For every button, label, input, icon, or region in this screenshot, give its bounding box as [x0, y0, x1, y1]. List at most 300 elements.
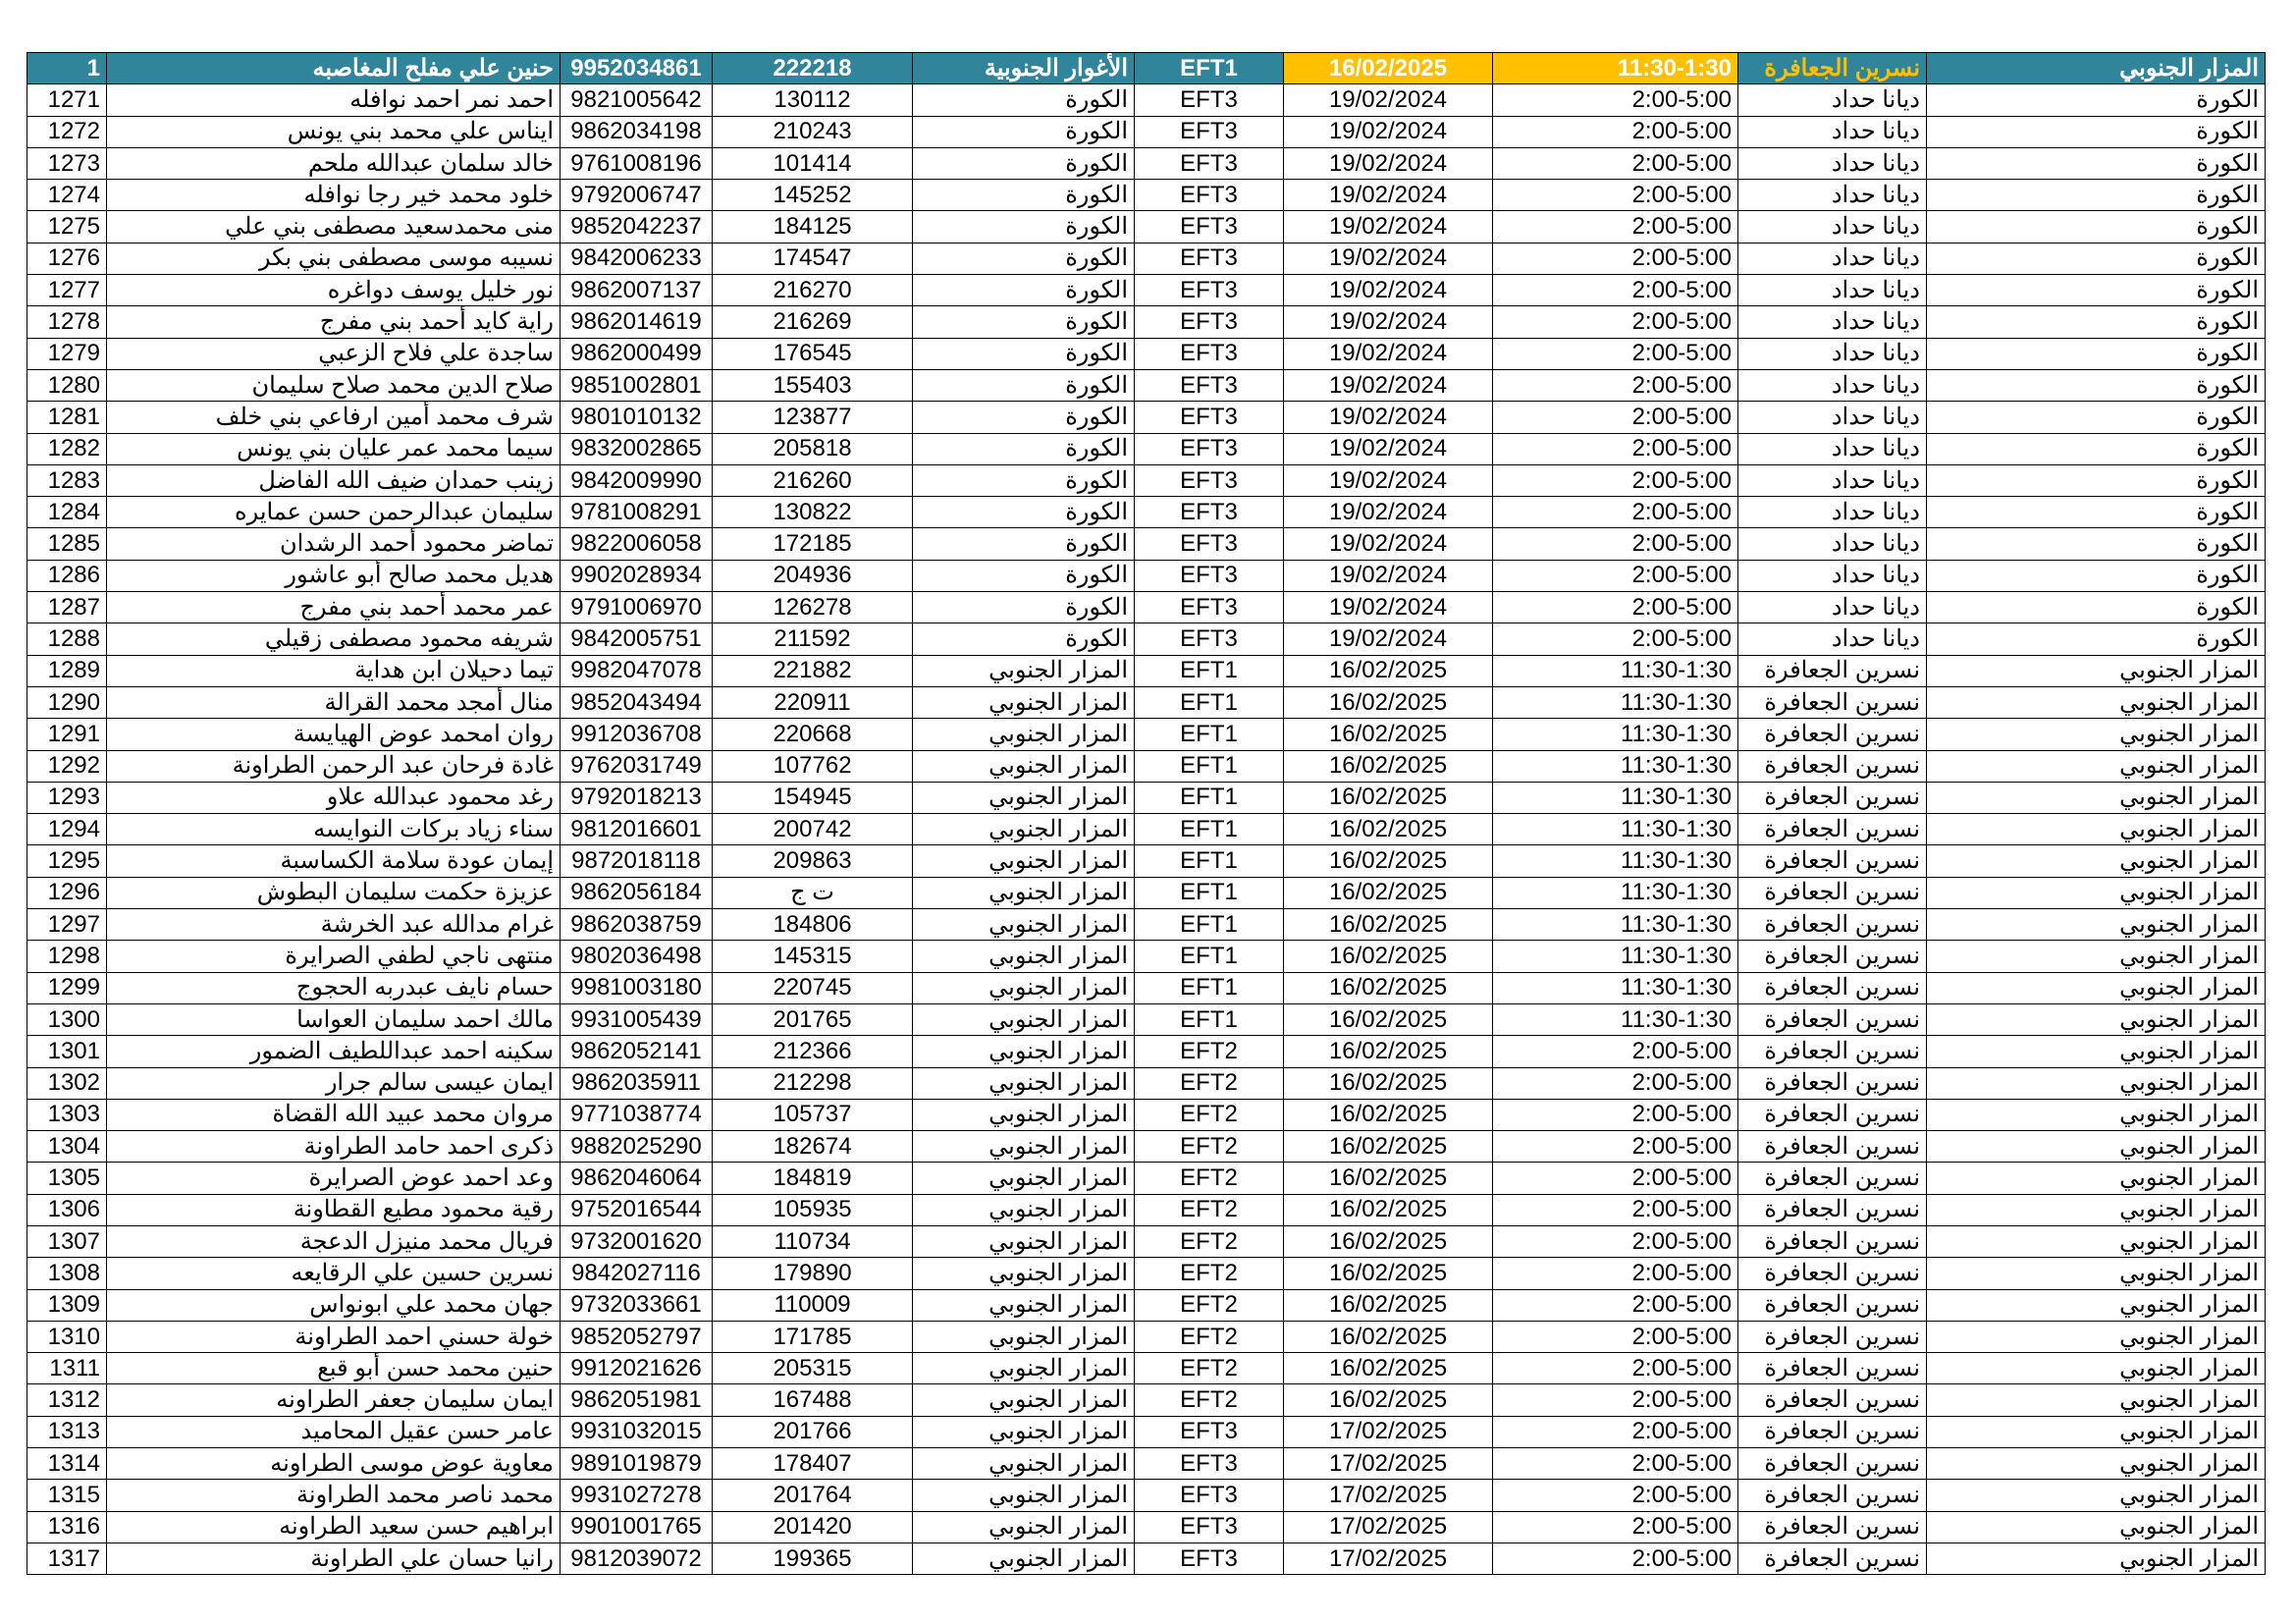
table-row: [27, 402, 2266, 433]
cell-time: 2:00-5:00: [1493, 560, 1738, 591]
cell-time: 2:00-5:00: [1493, 1036, 1738, 1067]
cell-supervisor: ديانا حداد: [1738, 369, 1927, 401]
cell-name: تماضر محمود أحمد الرشدان: [107, 528, 561, 560]
cell-id: 184125: [713, 211, 913, 243]
table-row: [27, 1289, 2266, 1321]
cell-code: EFT1: [1135, 877, 1284, 908]
cell-phone: 9812016601: [561, 814, 713, 845]
cell-phone: 9842027116: [561, 1258, 713, 1289]
cell-name: إيمان عودة سلامة الكساسبة: [107, 845, 561, 877]
cell-code: EFT1: [1135, 909, 1284, 941]
cell-supervisor: نسرين الجعافرة: [1738, 1067, 1927, 1099]
cell-time: 11:30-1:30: [1493, 1003, 1738, 1035]
cell-serial: 1272: [27, 116, 107, 147]
cell-date: 16/02/2025: [1284, 1067, 1493, 1099]
cell-area: المزار الجنوبي: [913, 877, 1135, 908]
cell-name: سناء زياد بركات النوايسه: [107, 814, 561, 845]
cell-area: المزار الجنوبي: [913, 1321, 1135, 1352]
cell-directorate: المزار الجنوبي: [1927, 1384, 2266, 1416]
cell-directorate: الكورة: [1927, 275, 2266, 306]
cell-directorate: الكورة: [1927, 84, 2266, 116]
table-row: [27, 1543, 2266, 1574]
cell-code: EFT1: [1135, 655, 1284, 686]
cell-area: المزار الجنوبي: [913, 1194, 1135, 1225]
cell-phone: 9822006058: [561, 528, 713, 560]
table-row: [27, 338, 2266, 369]
cell-code: EFT3: [1135, 116, 1284, 147]
cell-supervisor: نسرين الجعافرة: [1738, 1258, 1927, 1289]
header-name: حنين علي مفلح المغاصبه: [107, 53, 561, 84]
cell-phone: 9762031749: [561, 750, 713, 782]
cell-supervisor: ديانا حداد: [1738, 592, 1927, 623]
cell-name: فريال محمد منيزل الدعجة: [107, 1225, 561, 1257]
cell-id: 174547: [713, 243, 913, 274]
cell-phone: 9862056184: [561, 877, 713, 908]
cell-name: صلاح الدين محمد صلاح سليمان: [107, 369, 561, 401]
cell-name: راية كايد أحمد بني مفرج: [107, 306, 561, 338]
table-row: [27, 782, 2266, 813]
cell-code: EFT3: [1135, 306, 1284, 338]
cell-phone: 9851002801: [561, 369, 713, 401]
cell-directorate: المزار الجنوبي: [1927, 1511, 2266, 1543]
cell-time: 11:30-1:30: [1493, 782, 1738, 813]
cell-date: 17/02/2025: [1284, 1511, 1493, 1543]
cell-phone: 9912036708: [561, 719, 713, 750]
cell-name: خلود محمد خير رجا نوافله: [107, 180, 561, 211]
cell-id: 209863: [713, 845, 913, 877]
cell-date: 16/02/2025: [1284, 814, 1493, 845]
cell-id: ت ج: [713, 877, 913, 908]
cell-time: 11:30-1:30: [1493, 909, 1738, 941]
cell-serial: 1307: [27, 1225, 107, 1257]
cell-directorate: الكورة: [1927, 338, 2266, 369]
cell-directorate: المزار الجنوبي: [1927, 941, 2266, 972]
cell-code: EFT3: [1135, 497, 1284, 528]
cell-area: الكورة: [913, 528, 1135, 560]
table-row: [27, 655, 2266, 686]
cell-name: نسيبه موسى مصطفى بني بكر: [107, 243, 561, 274]
cell-supervisor: نسرين الجعافرة: [1738, 941, 1927, 972]
cell-serial: 1310: [27, 1321, 107, 1352]
table-row: [27, 180, 2266, 211]
table-row: [27, 941, 2266, 972]
cell-time: 2:00-5:00: [1493, 1099, 1738, 1130]
cell-phone: 9821005642: [561, 84, 713, 116]
cell-time: 11:30-1:30: [1493, 814, 1738, 845]
cell-code: EFT3: [1135, 180, 1284, 211]
cell-code: EFT3: [1135, 1543, 1284, 1574]
cell-serial: 1304: [27, 1131, 107, 1163]
cell-directorate: المزار الجنوبي: [1927, 1258, 2266, 1289]
cell-directorate: المزار الجنوبي: [1927, 1353, 2266, 1384]
cell-time: 11:30-1:30: [1493, 655, 1738, 686]
cell-supervisor: نسرين الجعافرة: [1738, 845, 1927, 877]
cell-supervisor: نسرين الجعافرة: [1738, 1163, 1927, 1194]
cell-id: 145252: [713, 180, 913, 211]
cell-name: ايمان سليمان جعفر الطراونه: [107, 1384, 561, 1416]
cell-serial: 1281: [27, 402, 107, 433]
cell-serial: 1288: [27, 623, 107, 655]
cell-name: حسام نايف عبدربه الحجوج: [107, 972, 561, 1003]
cell-name: منتهى ناجي لطفي الصرايرة: [107, 941, 561, 972]
cell-date: 19/02/2024: [1284, 433, 1493, 464]
cell-supervisor: ديانا حداد: [1738, 180, 1927, 211]
cell-area: الكورة: [913, 243, 1135, 274]
cell-supervisor: نسرين الجعافرة: [1738, 814, 1927, 845]
cell-phone: 9852042237: [561, 211, 713, 243]
cell-serial: 1290: [27, 686, 107, 718]
cell-phone: 9852043494: [561, 686, 713, 718]
cell-name: غرام مدالله عبد الخرشة: [107, 909, 561, 941]
cell-id: 201764: [713, 1480, 913, 1511]
cell-supervisor: نسرين الجعافرة: [1738, 1416, 1927, 1447]
cell-area: الكورة: [913, 623, 1135, 655]
cell-supervisor: نسرين الجعافرة: [1738, 750, 1927, 782]
cell-id: 145315: [713, 941, 913, 972]
cell-date: 16/02/2025: [1284, 1258, 1493, 1289]
cell-date: 16/02/2025: [1284, 1003, 1493, 1035]
table-row: [27, 211, 2266, 243]
table-row: [27, 909, 2266, 941]
cell-date: 16/02/2025: [1284, 1163, 1493, 1194]
cell-serial: 1274: [27, 180, 107, 211]
cell-serial: 1305: [27, 1163, 107, 1194]
cell-name: شريفه محمود مصطفى زقيلي: [107, 623, 561, 655]
cell-time: 2:00-5:00: [1493, 1353, 1738, 1384]
cell-time: 2:00-5:00: [1493, 1480, 1738, 1511]
table-row: [27, 686, 2266, 718]
cell-supervisor: نسرين الجعافرة: [1738, 1289, 1927, 1321]
cell-code: EFT2: [1135, 1258, 1284, 1289]
cell-date: 16/02/2025: [1284, 1321, 1493, 1352]
cell-time: 2:00-5:00: [1493, 1194, 1738, 1225]
header-directorate: المزار الجنوبي: [1927, 53, 2266, 84]
cell-area: المزار الجنوبي: [913, 1353, 1135, 1384]
cell-directorate: المزار الجنوبي: [1927, 972, 2266, 1003]
header-supervisor: نسرين الجعافرة: [1738, 53, 1927, 84]
cell-id: 211592: [713, 623, 913, 655]
cell-supervisor: نسرين الجعافرة: [1738, 1353, 1927, 1384]
cell-id: 221882: [713, 655, 913, 686]
table-row: [27, 1416, 2266, 1447]
cell-date: 19/02/2024: [1284, 528, 1493, 560]
cell-code: EFT3: [1135, 369, 1284, 401]
cell-directorate: الكورة: [1927, 623, 2266, 655]
table-row: [27, 369, 2266, 401]
header-area: الأغوار الجنوبية: [913, 53, 1135, 84]
cell-directorate: المزار الجنوبي: [1927, 655, 2266, 686]
cell-phone: 9771038774: [561, 1099, 713, 1130]
cell-time: 11:30-1:30: [1493, 972, 1738, 1003]
cell-directorate: المزار الجنوبي: [1927, 814, 2266, 845]
cell-phone: 9931005439: [561, 1003, 713, 1035]
cell-date: 16/02/2025: [1284, 750, 1493, 782]
cell-time: 2:00-5:00: [1493, 116, 1738, 147]
cell-area: المزار الجنوبي: [913, 1067, 1135, 1099]
cell-serial: 1315: [27, 1480, 107, 1511]
cell-serial: 1285: [27, 528, 107, 560]
cell-time: 2:00-5:00: [1493, 147, 1738, 179]
cell-phone: 9802036498: [561, 941, 713, 972]
cell-date: 19/02/2024: [1284, 464, 1493, 496]
cell-id: 220911: [713, 686, 913, 718]
table-row: [27, 1321, 2266, 1352]
table-row: [27, 528, 2266, 560]
cell-time: 2:00-5:00: [1493, 1511, 1738, 1543]
cell-time: 11:30-1:30: [1493, 719, 1738, 750]
cell-id: 126278: [713, 592, 913, 623]
cell-id: 172185: [713, 528, 913, 560]
cell-code: EFT1: [1135, 845, 1284, 877]
cell-supervisor: ديانا حداد: [1738, 560, 1927, 591]
cell-date: 16/02/2025: [1284, 1194, 1493, 1225]
table-row: [27, 719, 2266, 750]
cell-phone: 9792018213: [561, 782, 713, 813]
cell-date: 16/02/2025: [1284, 1289, 1493, 1321]
cell-id: 101414: [713, 147, 913, 179]
cell-id: 130112: [713, 84, 913, 116]
cell-directorate: الكورة: [1927, 180, 2266, 211]
cell-directorate: المزار الجنوبي: [1927, 1289, 2266, 1321]
cell-name: زينب حمدان ضيف الله الفاضل: [107, 464, 561, 496]
cell-serial: 1277: [27, 275, 107, 306]
cell-code: EFT3: [1135, 147, 1284, 179]
cell-directorate: المزار الجنوبي: [1927, 1163, 2266, 1194]
cell-directorate: المزار الجنوبي: [1927, 1321, 2266, 1352]
cell-serial: 1308: [27, 1258, 107, 1289]
cell-phone: 9852052797: [561, 1321, 713, 1352]
cell-code: EFT2: [1135, 1099, 1284, 1130]
cell-date: 19/02/2024: [1284, 275, 1493, 306]
cell-id: 201765: [713, 1003, 913, 1035]
cell-time: 2:00-5:00: [1493, 1543, 1738, 1574]
cell-area: الكورة: [913, 464, 1135, 496]
cell-code: EFT3: [1135, 84, 1284, 116]
cell-time: 2:00-5:00: [1493, 1067, 1738, 1099]
cell-phone: 9862038759: [561, 909, 713, 941]
cell-serial: 1293: [27, 782, 107, 813]
table-row: [27, 1003, 2266, 1035]
cell-code: EFT1: [1135, 750, 1284, 782]
cell-phone: 9832002865: [561, 433, 713, 464]
cell-time: 2:00-5:00: [1493, 1448, 1738, 1480]
cell-phone: 9891019879: [561, 1448, 713, 1480]
cell-code: EFT3: [1135, 464, 1284, 496]
cell-id: 154945: [713, 782, 913, 813]
cell-id: 200742: [713, 814, 913, 845]
cell-serial: 1280: [27, 369, 107, 401]
cell-directorate: المزار الجنوبي: [1927, 750, 2266, 782]
cell-time: 2:00-5:00: [1493, 369, 1738, 401]
cell-id: 199365: [713, 1543, 913, 1574]
cell-name: خالد سلمان عبدالله ملحم: [107, 147, 561, 179]
cell-directorate: الكورة: [1927, 592, 2266, 623]
cell-directorate: المزار الجنوبي: [1927, 782, 2266, 813]
table-row: [27, 433, 2266, 464]
cell-name: عمر محمد أحمد بني مفرج: [107, 592, 561, 623]
cell-code: EFT3: [1135, 433, 1284, 464]
cell-id: 205315: [713, 1353, 913, 1384]
cell-id: 110009: [713, 1289, 913, 1321]
cell-id: 171785: [713, 1321, 913, 1352]
cell-phone: 9931032015: [561, 1416, 713, 1447]
cell-name: منال أمجد محمد القرالة: [107, 686, 561, 718]
cell-code: EFT2: [1135, 1321, 1284, 1352]
cell-directorate: المزار الجنوبي: [1927, 1480, 2266, 1511]
cell-directorate: الكورة: [1927, 433, 2266, 464]
cell-time: 2:00-5:00: [1493, 528, 1738, 560]
cell-code: EFT1: [1135, 941, 1284, 972]
cell-supervisor: ديانا حداد: [1738, 147, 1927, 179]
table-row: [27, 1131, 2266, 1163]
table-row: [27, 1099, 2266, 1130]
cell-phone: 9791006970: [561, 592, 713, 623]
table-row: [27, 1448, 2266, 1480]
cell-id: 176545: [713, 338, 913, 369]
cell-serial: 1317: [27, 1543, 107, 1574]
cell-supervisor: نسرين الجعافرة: [1738, 1036, 1927, 1067]
table-row: [27, 1480, 2266, 1511]
cell-serial: 1284: [27, 497, 107, 528]
cell-serial: 1300: [27, 1003, 107, 1035]
cell-date: 19/02/2024: [1284, 84, 1493, 116]
cell-serial: 1278: [27, 306, 107, 338]
table-row: [27, 84, 2266, 116]
cell-name: سكينه احمد عبداللطيف الضمور: [107, 1036, 561, 1067]
cell-serial: 1299: [27, 972, 107, 1003]
cell-serial: 1275: [27, 211, 107, 243]
cell-phone: 9761008196: [561, 147, 713, 179]
cell-serial: 1279: [27, 338, 107, 369]
cell-area: المزار الجنوبي: [913, 941, 1135, 972]
cell-serial: 1291: [27, 719, 107, 750]
cell-id: 216269: [713, 306, 913, 338]
cell-code: EFT3: [1135, 1511, 1284, 1543]
cell-directorate: المزار الجنوبي: [1927, 719, 2266, 750]
cell-phone: 9752016544: [561, 1194, 713, 1225]
cell-id: 184819: [713, 1163, 913, 1194]
cell-serial: 1295: [27, 845, 107, 877]
cell-code: EFT3: [1135, 1448, 1284, 1480]
cell-directorate: المزار الجنوبي: [1927, 686, 2266, 718]
cell-area: الكورة: [913, 560, 1135, 591]
cell-id: 220745: [713, 972, 913, 1003]
cell-phone: 9862052141: [561, 1036, 713, 1067]
cell-directorate: المزار الجنوبي: [1927, 1003, 2266, 1035]
cell-date: 16/02/2025: [1284, 845, 1493, 877]
cell-serial: 1301: [27, 1036, 107, 1067]
cell-date: 16/02/2025: [1284, 1131, 1493, 1163]
cell-serial: 1276: [27, 243, 107, 274]
cell-area: الكورة: [913, 180, 1135, 211]
table-row: [27, 592, 2266, 623]
cell-phone: 9902028934: [561, 560, 713, 591]
cell-supervisor: ديانا حداد: [1738, 402, 1927, 433]
cell-area: المزار الجنوبي: [913, 1543, 1135, 1574]
cell-area: المزار الجنوبي: [913, 1099, 1135, 1130]
cell-time: 11:30-1:30: [1493, 877, 1738, 908]
cell-name: شرف محمد أمين ارفاعي بني خلف: [107, 402, 561, 433]
cell-directorate: المزار الجنوبي: [1927, 877, 2266, 908]
cell-name: منى محمدسعيد مصطفى بني علي: [107, 211, 561, 243]
cell-area: المزار الجنوبي: [913, 719, 1135, 750]
cell-code: EFT3: [1135, 623, 1284, 655]
table-row: [27, 1194, 2266, 1225]
header-date: 16/02/2025: [1284, 53, 1493, 84]
cell-code: EFT2: [1135, 1163, 1284, 1194]
cell-supervisor: نسرين الجعافرة: [1738, 1543, 1927, 1574]
cell-code: EFT2: [1135, 1194, 1284, 1225]
cell-supervisor: ديانا حداد: [1738, 433, 1927, 464]
cell-date: 16/02/2025: [1284, 1099, 1493, 1130]
cell-serial: 1303: [27, 1099, 107, 1130]
cell-supervisor: ديانا حداد: [1738, 116, 1927, 147]
cell-area: الكورة: [913, 402, 1135, 433]
cell-date: 19/02/2024: [1284, 402, 1493, 433]
table-row: [27, 116, 2266, 147]
cell-supervisor: نسرين الجعافرة: [1738, 1099, 1927, 1130]
cell-name: ايناس علي محمد بني يونس: [107, 116, 561, 147]
cell-phone: 9862014619: [561, 306, 713, 338]
cell-area: الكورة: [913, 116, 1135, 147]
cell-supervisor: ديانا حداد: [1738, 275, 1927, 306]
cell-directorate: الكورة: [1927, 116, 2266, 147]
cell-phone: 9931027278: [561, 1480, 713, 1511]
cell-directorate: الكورة: [1927, 497, 2266, 528]
cell-area: المزار الجنوبي: [913, 1289, 1135, 1321]
header-id: 222218: [713, 53, 913, 84]
cell-date: 19/02/2024: [1284, 369, 1493, 401]
cell-area: الكورة: [913, 369, 1135, 401]
cell-time: 2:00-5:00: [1493, 402, 1738, 433]
cell-name: هديل محمد صالح أبو عاشور: [107, 560, 561, 591]
cell-area: المزار الجنوبي: [913, 1416, 1135, 1447]
cell-directorate: المزار الجنوبي: [1927, 1131, 2266, 1163]
table-row: [27, 845, 2266, 877]
cell-phone: 9862035911: [561, 1067, 713, 1099]
cell-id: 107762: [713, 750, 913, 782]
cell-name: ساجدة علي فلاح الزعبي: [107, 338, 561, 369]
cell-supervisor: نسرين الجعافرة: [1738, 1511, 1927, 1543]
cell-time: 11:30-1:30: [1493, 941, 1738, 972]
table-row: [27, 147, 2266, 179]
cell-area: المزار الجنوبي: [913, 1036, 1135, 1067]
cell-supervisor: نسرين الجعافرة: [1738, 1480, 1927, 1511]
cell-area: الكورة: [913, 275, 1135, 306]
cell-id: 178407: [713, 1448, 913, 1480]
cell-phone: 9981003180: [561, 972, 713, 1003]
cell-date: 17/02/2025: [1284, 1480, 1493, 1511]
cell-supervisor: نسرين الجعافرة: [1738, 1194, 1927, 1225]
cell-time: 2:00-5:00: [1493, 1321, 1738, 1352]
cell-directorate: الكورة: [1927, 560, 2266, 591]
cell-date: 16/02/2025: [1284, 972, 1493, 1003]
cell-id: 220668: [713, 719, 913, 750]
cell-time: 2:00-5:00: [1493, 1163, 1738, 1194]
table-row: [27, 1258, 2266, 1289]
cell-directorate: المزار الجنوبي: [1927, 1448, 2266, 1480]
cell-time: 2:00-5:00: [1493, 1225, 1738, 1257]
cell-supervisor: ديانا حداد: [1738, 464, 1927, 496]
cell-supervisor: نسرين الجعافرة: [1738, 782, 1927, 813]
cell-time: 2:00-5:00: [1493, 623, 1738, 655]
cell-supervisor: ديانا حداد: [1738, 84, 1927, 116]
cell-name: خولة حسني احمد الطراونة: [107, 1321, 561, 1352]
cell-name: مالك احمد سليمان العواسا: [107, 1003, 561, 1035]
cell-area: المزار الجنوبي: [913, 1131, 1135, 1163]
cell-name: عزيزة حكمت سليمان البطوش: [107, 877, 561, 908]
cell-area: المزار الجنوبي: [913, 814, 1135, 845]
